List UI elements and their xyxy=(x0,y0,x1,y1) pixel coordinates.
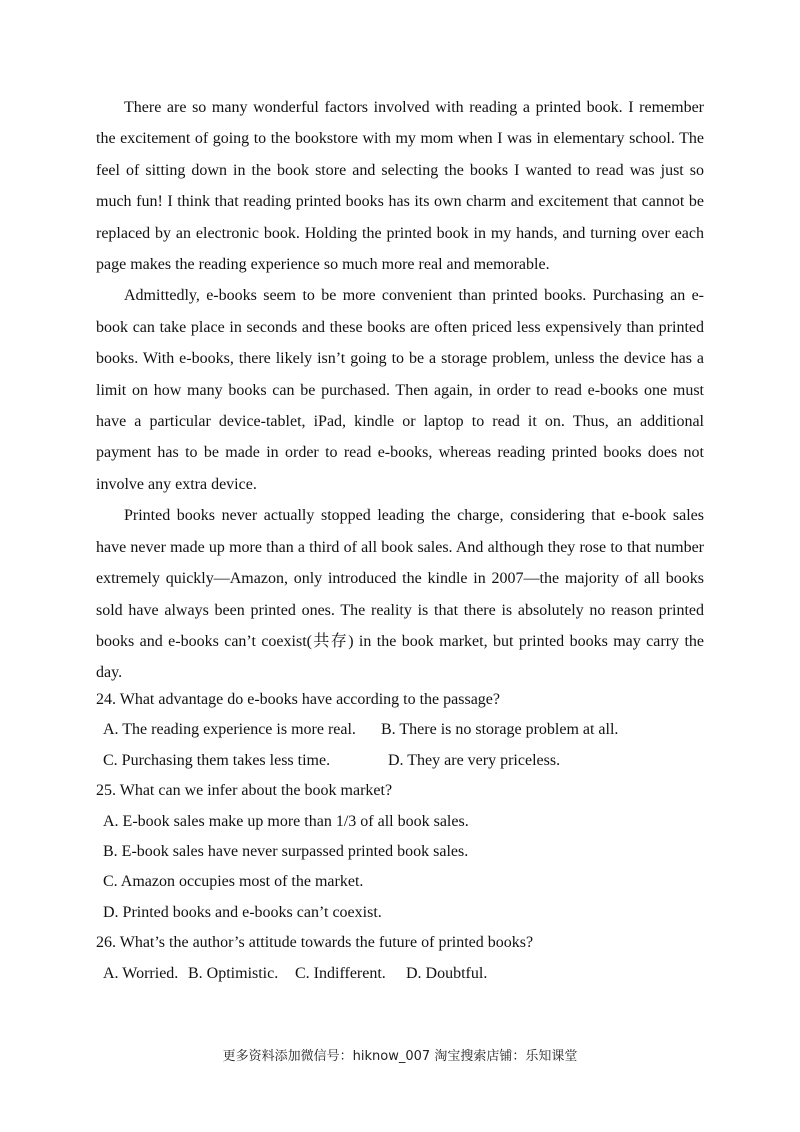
question-26-option-a: A. Worried. xyxy=(103,964,179,982)
question-24-option-c: C. Purchasing them takes less time. xyxy=(103,751,331,769)
question-25-option-c: C. Amazon occupies most of the market. xyxy=(103,873,364,891)
question-25-option-a: A. E-book sales make up more than 1/3 of all book sales. xyxy=(103,812,469,830)
question-24-options-row-1 xyxy=(96,715,704,745)
question-25-option-d: D. Printed books and e-books can’t coexist. xyxy=(103,903,382,921)
question-26-option-b: B. Optimistic. xyxy=(188,964,279,982)
passage-paragraph-3: Printed books never actually stopped leading the charge, considering that e-book sales have never made up more than a third of all book sales. And although they rose to that number extremely quickly—Amazon, only introduced the kindle in 2007—the majority of all books sold have always been printed ones. The reality is that there is absolutely no reason printed books and e-books can’t coexist(共存) in the book market, but printed books may carry the day. xyxy=(96,507,704,682)
question-24-option-b: B. There is no storage problem at all. xyxy=(381,721,619,739)
question-24-option-d: D. They are very priceless. xyxy=(388,751,561,769)
passage-paragraph-1: There are so many wonderful factors involved with reading a printed book. I remember the excitement of going to the bookstore with my mom when I was in elementary school. The feel of sitting down in the book store and selecting the books I wanted to read was just so much fun! I think that reading printed books has its own charm and excitement that cannot be replaced by an electronic book. Holding the printed book in my hands, and turning over each page makes the reading experience so much more real and memorable. xyxy=(96,99,704,274)
passage-paragraph-2: Admittedly, e-books seem to be more convenient than printed books. Purchasing an e-book can take place in seconds and these books are often priced less expensively than printed books. With e-books, there likely isn’t going to be a storage problem, unless the device has a limit on how many books can be purchased. Then again, in order to read e-books one must have a particular device-tablet, iPad, kindle or laptop to read it on. Thus, an additional payment has to be made in order to read e-books, whereas reading printed books does not involve any extra device. xyxy=(96,287,704,493)
question-list xyxy=(96,685,704,989)
reading-passage xyxy=(96,92,704,689)
page-footer: 更多资料添加微信号：hiknow_007 淘宝搜索店铺：乐知课堂 xyxy=(222,1049,578,1064)
question-26-stem: 26. What’s the author’s attitude towards the future of printed books? xyxy=(96,934,534,952)
question-26-option-c: C. Indifferent. xyxy=(295,964,386,982)
question-24-option-a: A. The reading experience is more real. xyxy=(103,721,356,739)
question-26-options-row xyxy=(96,959,704,989)
question-26-option-d: D. Doubtful. xyxy=(406,964,488,982)
question-24-options-row-2 xyxy=(96,746,704,776)
question-25-option-b: B. E-book sales have never surpassed printed book sales. xyxy=(103,843,469,860)
question-24-stem: 24. What advantage do e-books have according to the passage? xyxy=(96,691,500,708)
question-25-stem: 25. What can we infer about the book market? xyxy=(96,782,393,800)
